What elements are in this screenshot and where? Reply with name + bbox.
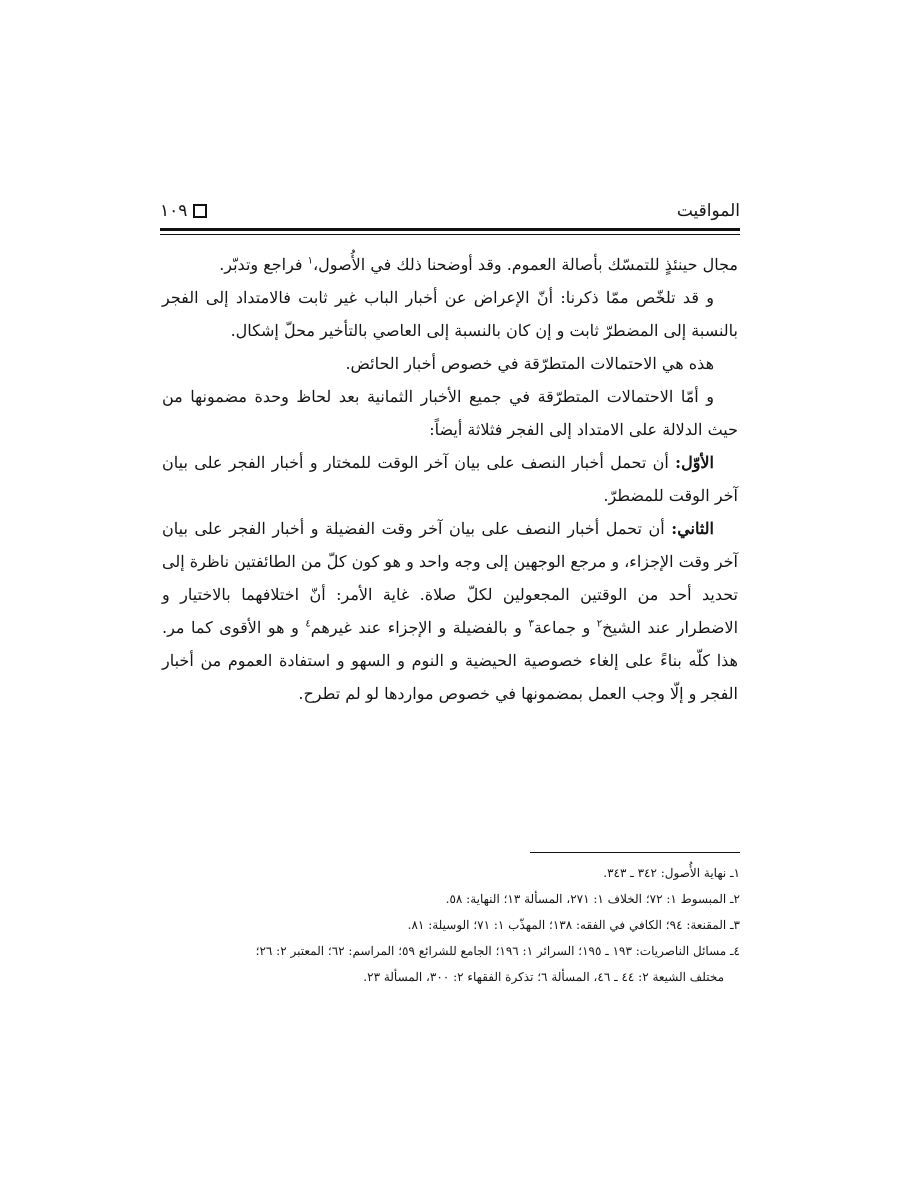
paragraph-4: و أمّا الاحتمالات المتطرّقة في جميع الأخبار الثمانية بعد لحاظ وحدة مضمونها من حيث الدلالة على الامتداد إلى الفجر فثلاثة أيضاً:	[162, 387, 738, 439]
paragraph-1: مجال حينئذٍ للتمسّك بأصالة العموم. وقد أوضحنا ذلك في الأُصول،$^١$ فراجع وتدبّر.	[219, 255, 738, 274]
footnote-ref-4: ٤	[305, 618, 311, 630]
paragraph-6: الثاني: أن تحمل أخبار النصف على بيان آخر وقت الفضيلة و أخبار الفجر على بيان آخر وقت الإجزاء، و مرجع الوجهين إلى وجه واحد و هو كون كلّ من الطائفتين ناظرة إلى تحديد أحد من الوقتين المجعولين لكلّ صلاة. غاية الأمر: أنّ اختلافهما بالاختيار و الاضطرار عند الشيخ$^٢$ و جماعة$^٣$ و بالفضيلة و الإجزاء عند غيرهم$^٤$ و هو الأقوى كما مر. هذا كلّه بناءً على إلغاء خصوصية الحيضية و النوم و السهو و استفادة العموم من أخبار الفجر و إلّا وجب العمل بمضمونها في خصوص مواردها لو لم تطرح.	[162, 519, 739, 703]
footnote-4: ٤ـ مسائل الناصريات: ١٩٣ ـ ١٩٥؛ السرائر ١: ١٩٦؛ الجامع للشرائع ٥٩؛ المراسم: ٦٢؛ المعتبر ٢: ٢٦؛	[255, 944, 740, 958]
footnote-2: ٢ـ المبسوط ١: ٧٢؛ الخلاف ١: ٢٧١، المسألة ١٣؛ النهاية: ٥٨.	[445, 892, 740, 906]
footnote-4-continued: مختلف الشيعة ٢: ٤٤ ـ ٤٦، المسألة ٦؛ تذكرة الفقهاء ٢: ٣٠٠، المسألة ٢٣.	[363, 970, 724, 984]
header-rule-thick	[160, 228, 740, 231]
square-icon	[193, 204, 207, 218]
footnote-ref-1: ١	[307, 255, 314, 267]
main-text	[162, 248, 738, 710]
first-option-label: الأوّل:	[675, 453, 714, 472]
running-head: المواقيت	[676, 201, 740, 221]
paragraph-2: و قد تلخّص ممّا ذكرنا: أنّ الإعراض عن أخبار الباب غير ثابت فالامتداد إلى الفجر بالنسبة إلى المضطرّ ثابت و إن كان بالنسبة إلى العاصي بالتأخير محلّ إشكال.	[162, 288, 738, 340]
footnote-separator	[530, 852, 740, 853]
page-number	[160, 199, 213, 223]
footnote-3: ٣ـ المقنعة: ٩٤؛ الكافي في الفقه: ١٣٨؛ المهذّب ١: ٧١؛ الوسيلة: ٨١.	[407, 918, 740, 932]
paragraph-3: هذه هي الاحتمالات المتطرّقة في خصوص أخبار الحائض.	[345, 354, 714, 373]
footnote-1: ١ـ نهاية الأُصول: ٣٤٢ ـ ٣٤٣.	[603, 866, 740, 880]
footnote-ref-3: ٣	[528, 618, 534, 630]
header-rule-thin	[160, 234, 740, 235]
paragraph-5: الأوّل: أن تحمل أخبار النصف على بيان آخر الوقت للمختار و أخبار الفجر على بيان آخر الوقت للمضطرّ.	[162, 453, 738, 505]
footnotes	[160, 860, 740, 990]
footnote-ref-2: ٢	[596, 618, 603, 630]
page-number-text: ١٠٩	[160, 201, 188, 221]
page-header	[160, 195, 740, 225]
second-option-label: الثاني:	[671, 519, 714, 538]
